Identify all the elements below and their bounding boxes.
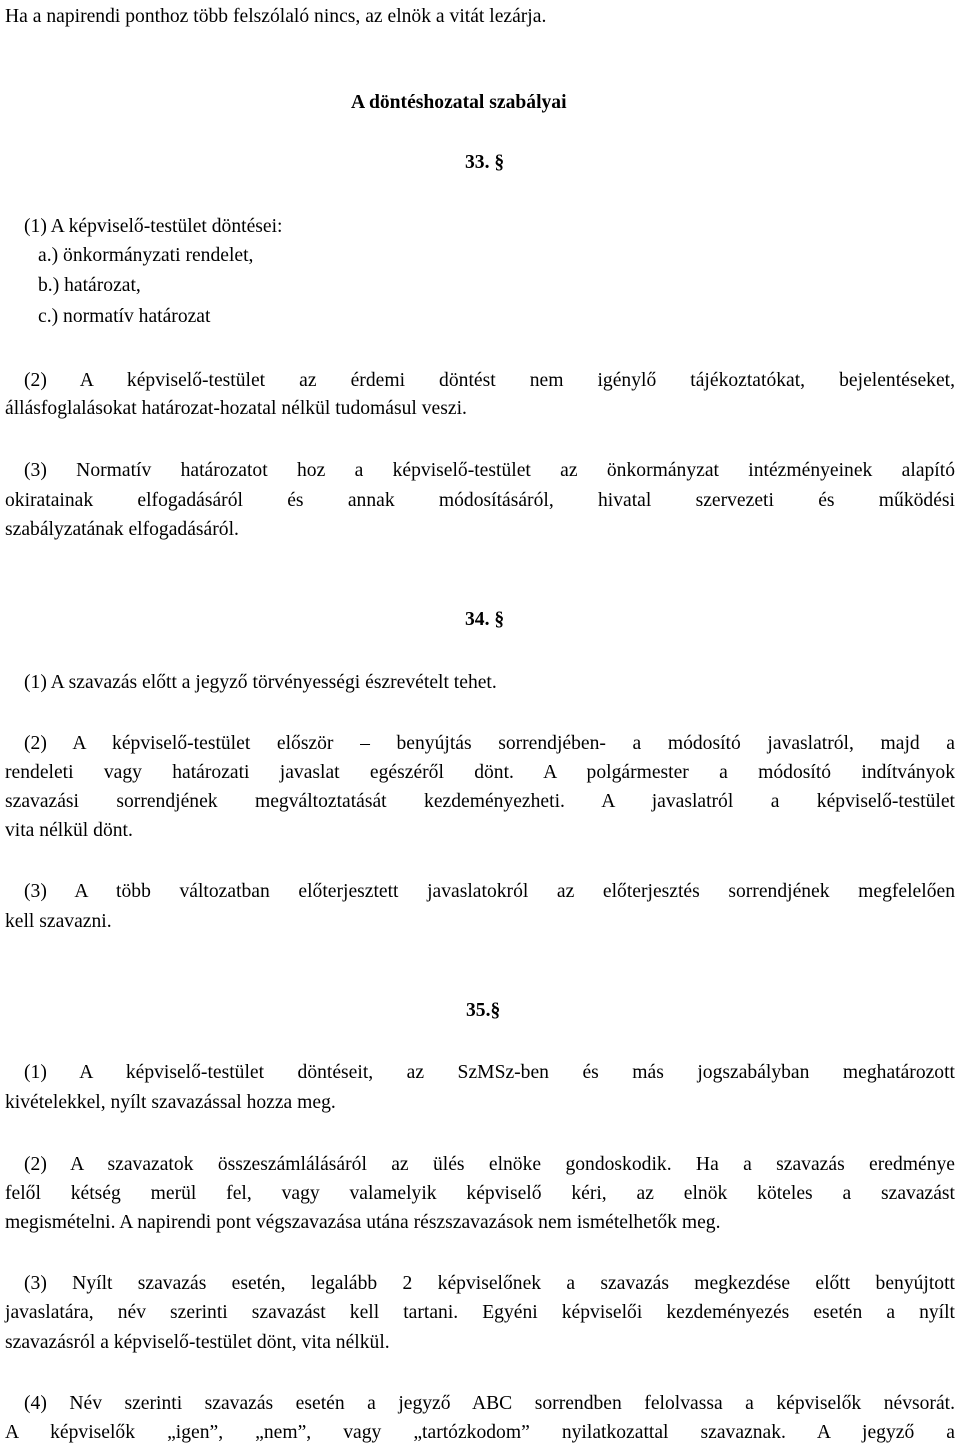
p35-4-line-1: (4) Név szerinti szavazás esetén a jegyző ABC sorrendben felolvassa a képviselők névsorát.	[24, 1393, 955, 1414]
p33-1-item-c: c.) normatív határozat	[38, 306, 211, 327]
p35-1-line-1: (1) A képviselő-testület döntéseit, az SzMSz-ben és más jogszabályban meghatározott	[24, 1062, 955, 1083]
closing-line: Ha a napirendi ponthoz több felszólaló nincs, az elnök a vitát lezárja.	[5, 6, 547, 27]
p33-2-line-2: állásfoglalásokat határozat-hozatal nélkül tudomásul veszi.	[5, 398, 467, 419]
p34-3-line-1: (3) A több változatban előterjesztett javaslatokról az előterjesztés sorrendjének megfelelően	[24, 881, 955, 902]
paragraph-34-title: 34. §	[465, 609, 505, 630]
paragraph-33-title: 33. §	[465, 152, 505, 173]
p35-3-line-1: (3) Nyílt szavazás esetén, legalább 2 képviselőnek a szavazás megkezdése előtt benyújtott	[24, 1273, 955, 1294]
p35-3-line-2: javaslatára, név szerinti szavazást kell tartani. Egyéni képviselői kezdeményezés esetén a nyílt	[5, 1302, 955, 1323]
p34-2-line-1: (2) A képviselő-testület először – benyújtás sorrendjében- a módosító javaslatról, majd a	[24, 733, 955, 754]
p35-2-line-1: (2) A szavazatok összeszámlálásáról az ülés elnöke gondoskodik. Ha a szavazás eredménye	[24, 1154, 955, 1175]
p35-1-line-2: kivételekkel, nyílt szavazással hozza meg.	[5, 1092, 336, 1113]
section-heading: A döntéshozatal szabályai	[351, 92, 567, 113]
p34-2-line-2: rendeleti vagy határozati javaslat egészéről dönt. A polgármester a módosító indítványok	[5, 762, 955, 783]
p33-1-item-b: b.) határozat,	[38, 275, 141, 296]
p33-1-intro: (1) A képviselő-testület döntései:	[24, 216, 283, 237]
p33-3-line-2: okiratainak elfogadásáról és annak módosításáról, hivatal szervezeti és működési	[5, 490, 955, 511]
p33-2-line-1: (2) A képviselő-testület az érdemi döntést nem igénylő tájékoztatókat, bejelentéseket,	[24, 370, 955, 391]
p35-4-line-2: A képviselők „igen”, „nem”, vagy „tartózkodom” nyilatkozattal szavaznak. A jegyző a	[5, 1422, 955, 1443]
paragraph-35-title: 35.§	[466, 1000, 501, 1021]
p33-3-line-1: (3) Normatív határozatot hoz a képviselő-testület az önkormányzat intézményeinek alapító	[24, 460, 955, 481]
p35-3-line-3: szavazásról a képviselő-testület dönt, vita nélkül.	[5, 1332, 390, 1353]
p35-2-line-2: felől kétség merül fel, vagy valamelyik képviselő kéri, az elnök köteles a szavazást	[5, 1183, 955, 1204]
p34-3-line-2: kell szavazni.	[5, 911, 112, 932]
p33-3-line-3: szabályzatának elfogadásáról.	[5, 519, 239, 540]
p35-2-line-3: megismételni. A napirendi pont végszavazása utána részszavazások nem ismételhetők meg.	[5, 1212, 721, 1233]
p34-2-line-3: szavazási sorrendjének megváltoztatását kezdeményezheti. A javaslatról a képviselő-testület	[5, 791, 955, 812]
p34-2-line-4: vita nélkül dönt.	[5, 820, 133, 841]
p33-1-item-a: a.) önkormányzati rendelet,	[38, 245, 254, 266]
p34-1: (1) A szavazás előtt a jegyző törvényességi észrevételt tehet.	[24, 672, 497, 693]
